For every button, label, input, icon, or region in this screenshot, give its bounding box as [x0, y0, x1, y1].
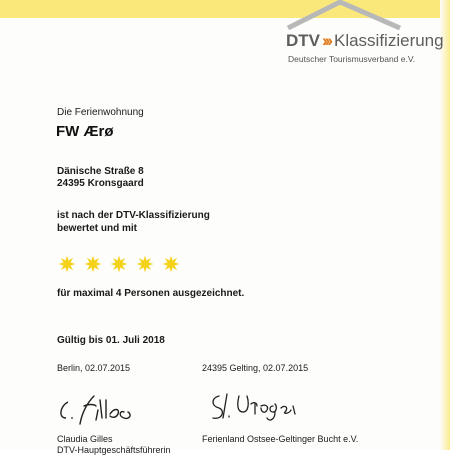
address-city: 24395 Kronsgaard	[57, 178, 144, 189]
left-signer-title: DTV-Hauptgeschäftsführerin	[57, 445, 171, 455]
classification-statement-2: bewertet und mit	[57, 223, 138, 234]
logo-word: Klassifizierung	[333, 31, 444, 50]
logo-brand: DTV	[286, 31, 320, 50]
validity-date: Gültig bis 01. Juli 2018	[57, 335, 165, 346]
right-yellow-border	[440, 0, 450, 450]
right-place-date: 24395 Gelting, 02.07.2015	[202, 363, 309, 373]
capacity-statement: für maximal 4 Personen ausgezeichnet.	[57, 288, 245, 299]
property-name: FW Ærø	[56, 123, 114, 140]
star-icon	[162, 255, 180, 273]
dtv-logo	[286, 31, 444, 51]
logo-chevron-icon: ›››	[322, 31, 330, 50]
star-icon	[84, 255, 102, 273]
logo-subtitle: Deutscher Tourismusverband e.V.	[288, 54, 416, 64]
star-icon	[58, 255, 76, 273]
classification-statement-1: ist nach der DTV-Klassifizierung	[57, 210, 210, 221]
star-icon	[136, 255, 154, 273]
roof-logo-icon	[280, 0, 430, 30]
right-signer-name: Ferienland Ostsee-Geltinger Bucht e.V.	[202, 434, 359, 444]
left-signer-name: Claudia Gilles	[57, 434, 113, 444]
star-rating	[58, 255, 180, 273]
left-signature-icon	[54, 388, 164, 428]
right-signature-icon	[205, 390, 305, 424]
property-type-label: Die Ferienwohnung	[57, 107, 144, 118]
left-place-date: Berlin, 02.07.2015	[57, 363, 131, 373]
address-street: Dänische Straße 8	[57, 166, 144, 177]
star-icon	[110, 255, 128, 273]
